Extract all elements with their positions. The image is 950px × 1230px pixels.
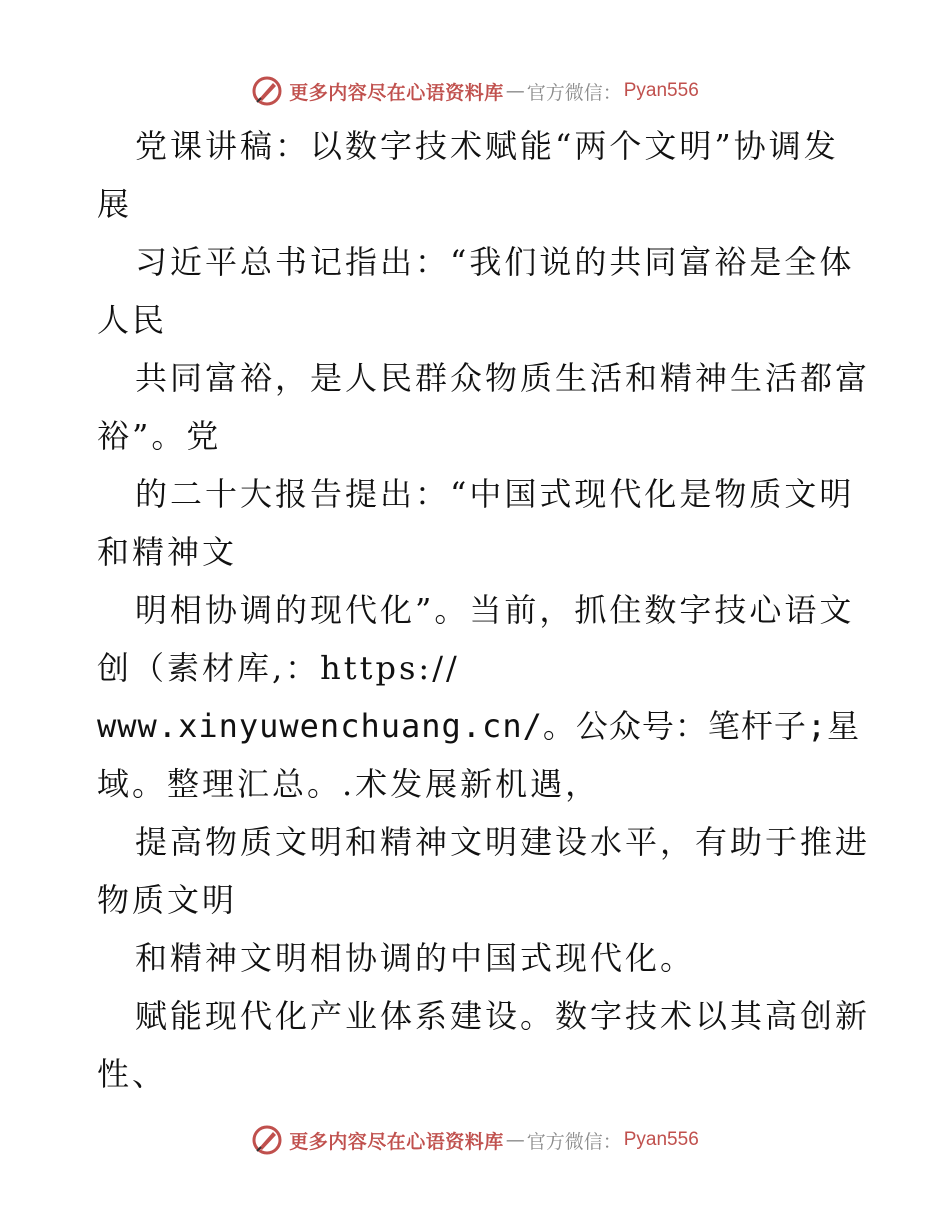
- doc-line: 裕”。党: [97, 417, 222, 455]
- doc-line: 提高物质文明和精神文明建设水平，有助于推进: [135, 823, 871, 861]
- footer-separator: —: [505, 1129, 525, 1151]
- footer-wechat-id: Pyan556: [623, 1129, 699, 1150]
- doc-line: 性、: [97, 1055, 168, 1093]
- doc-line: 和精神文: [97, 533, 238, 571]
- doc-line: 域。整理汇总。.术发展新机遇，: [97, 765, 601, 803]
- doc-line: 和精神文明相协调的中国式现代化。: [135, 939, 696, 977]
- doc-line: 创（素材库,：https://: [97, 649, 460, 687]
- doc-line: 党课讲稿：以数字技术赋能“两个文明”协调发: [135, 127, 839, 165]
- quill-logo-icon: [251, 75, 283, 107]
- header-banner-text: 更多内容尽在心语资料库: [289, 81, 504, 104]
- document-body: [97, 117, 871, 1103]
- header-wechat-label: 官方微信：: [526, 81, 622, 104]
- doc-line: 明相协调的现代化”。当前，抓住数字技心语文: [135, 591, 855, 629]
- doc-line: 共同富裕，是人民群众物质生活和精神生活都富: [135, 359, 871, 397]
- doc-line-url: www.xinyuwenchuang.cn/。公众号：笔杆子;星: [97, 707, 861, 745]
- doc-line: 的二十大报告提出：“中国式现代化是物质文明: [135, 475, 855, 513]
- header-banner: [0, 71, 950, 111]
- footer-banner-text: 更多内容尽在心语资料库: [289, 1130, 504, 1153]
- doc-line: 赋能现代化产业体系建设。数字技术以其高创新: [135, 997, 871, 1035]
- header-wechat-id: Pyan556: [623, 80, 699, 101]
- footer-wechat-label: 官方微信：: [526, 1130, 622, 1153]
- quill-logo-icon: [251, 1124, 283, 1156]
- header-separator: —: [505, 80, 525, 102]
- footer-banner: [0, 1120, 950, 1160]
- doc-line: 展: [97, 185, 133, 223]
- doc-line: 物质文明: [97, 881, 238, 919]
- doc-line: 人民: [97, 301, 168, 339]
- doc-line: 习近平总书记指出：“我们说的共同富裕是全体: [135, 243, 855, 281]
